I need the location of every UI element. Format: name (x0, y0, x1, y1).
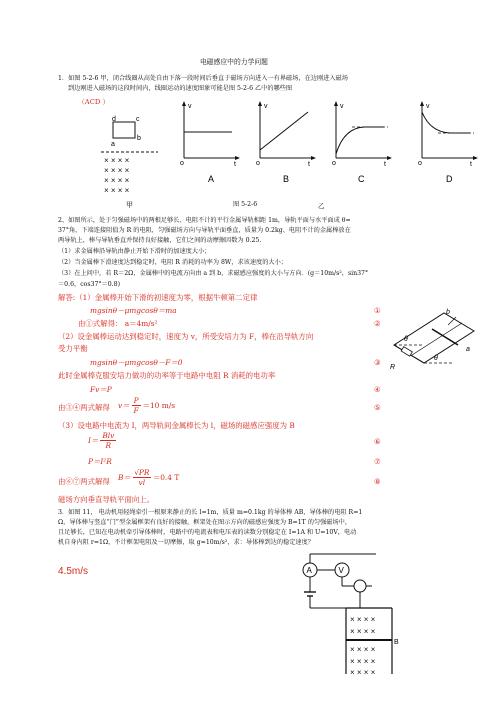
q2-line-4: （1）求金属棒沿导轨由静止开始下滑时的加速度大小； (58, 248, 211, 255)
svg-text:A: A (306, 566, 312, 575)
svg-text:v: v (340, 103, 344, 110)
svg-text:V: V (338, 566, 344, 575)
motor-circuit-figure (296, 548, 416, 676)
sol-num-7: ⑦ (374, 457, 381, 466)
magnetic-field-crosses-q3 (350, 615, 376, 676)
q2-line-6: （3）在上问中，若 R＝2Ω，金属棒中的电流方向由 a 到 b，求磁感应强度的大小与方向．(g＝10m/s²，sin37° (58, 270, 369, 277)
sol-num-8: ⑧ (374, 477, 381, 486)
svg-text:× × × ×: × × × × (350, 615, 376, 624)
sol-line-7: 此时金属棒克服安培力做功的功率等于电路中电阻 R 消耗的电功率 (58, 371, 276, 380)
graph-d (418, 101, 478, 184)
q1-line-2: 到边刚进入磁场的这段时间内，线圈运动的速度图象可能是图 5-2-6 乙中的哪些图 (68, 85, 293, 92)
graph-a-label: A (208, 174, 215, 184)
svg-text:× × × ×: × × × × (350, 657, 376, 666)
graph-a (180, 101, 240, 184)
graph-c-label: C (358, 174, 365, 184)
sol-num-2: ② (374, 319, 381, 328)
graph-c-curve (336, 127, 384, 154)
q3-line-4: 机自身内阻 r=1Ω，不计框架电阻及一切摩擦，取 g=10m/s²，求：导体棒到达的稳定速度？ (58, 539, 314, 546)
coil-label-c: c (136, 116, 140, 123)
formula-5: v＝ P F ＝10 m/s (118, 396, 176, 415)
sol-line-5: 受力平衡 (58, 344, 88, 353)
coil-label-a: a (111, 141, 115, 148)
svg-text:× × × ×: × × × × (350, 627, 376, 636)
sol-line-2: mgsinθ－μmgcosθ＝ma (90, 306, 177, 315)
formula-8: B＝ √PR vl ＝0.4 T (118, 468, 180, 487)
svg-text:t: t (234, 161, 236, 168)
svg-text:v: v (188, 103, 192, 110)
sol-num-5: ⑤ (374, 403, 381, 412)
fig-yi-label: 乙 (318, 203, 325, 210)
q1-answer: （ACD ） (78, 98, 110, 106)
coil-figure (96, 108, 166, 208)
q3-line-1: 3．如图 11， 电动机用轻绳牵引一根原来静止的长 l=1m，质量 m=0.1kg 的导体棒 AB，导体棒的电阻 R=1 (58, 509, 363, 516)
svg-text:t: t (470, 161, 472, 168)
svg-text:B: B (394, 639, 399, 646)
svg-text:b: b (446, 309, 450, 316)
coil-label-d: d (112, 116, 116, 123)
svg-text:o: o (418, 160, 422, 167)
sol-line-11: P＝I²R (88, 457, 112, 466)
graph-b-label: B (283, 174, 290, 184)
svg-text:a: a (466, 346, 470, 353)
svg-text:× × × ×: × × × × (350, 668, 376, 676)
svg-text:× × × ×: × × × × (104, 186, 130, 195)
svg-text:× × × ×: × × × × (350, 645, 376, 654)
svg-text:× × × ×: × × × × (104, 166, 130, 175)
svg-text:θ: θ (404, 336, 408, 343)
sol-line-9: 由③④两式解得 (58, 403, 110, 412)
q2-line-1: 2、如图所示，处于匀强磁场中的两根足够长、电阻不计的平行金属导轨相距 1m，导轨平面与水平面成 θ= (58, 217, 351, 224)
svg-text:t: t (308, 161, 310, 168)
coil-label-b: b (137, 135, 141, 142)
q1-line-1: 1．如图 5-2-6 甲，闭合线圈从高处自由下落一段时间后垂直于磁场方向进入一有界磁场，在边刚进入磁场 (58, 75, 348, 82)
q2-line-7: ＝0.6，cos37°＝0.8) (58, 281, 120, 288)
resistor (401, 347, 412, 356)
svg-text:o: o (256, 160, 260, 167)
q2-line-5: （2）当金属棒下滑速度达到稳定时，电阻 R 消耗的功率为 8W，求该速度的大小； (58, 259, 287, 266)
sol-line-1: 解答:（1）金属棒开始下滑的初速度为零，根据牛顿第二定律 (58, 293, 258, 302)
svg-text:R: R (390, 364, 396, 371)
sol-line-4: （2）设金属棒运动达到稳定时，速度为 v，所受安培力为 F，棒在沿导轨方向 (58, 332, 314, 341)
svg-text:θ: θ (434, 355, 438, 362)
svg-text:v: v (264, 103, 268, 110)
svg-text:× × × ×: × × × × (104, 176, 130, 185)
sol-num-1: ① (374, 306, 381, 315)
svg-text:t: t (384, 161, 386, 168)
graph-b-curve (260, 112, 308, 150)
sol-num-4: ④ (374, 385, 381, 394)
sol-line-13: 磁场方向垂直导轨平面向上。 (58, 495, 155, 504)
sol-line-12: 由⑥⑦两式解得 (58, 477, 110, 486)
graph-d-curve (422, 112, 470, 133)
sol-num-6: ⑥ (374, 437, 381, 446)
sol-line-3: 由①式解得： a＝4m/s² (78, 319, 158, 328)
sol-line-8: Fv＝P (90, 385, 112, 394)
graph-d-label: D (446, 174, 453, 184)
q3-answer: 4.5m/s (58, 566, 89, 577)
magnetic-field-crosses (104, 156, 130, 195)
sol-line-6: mgsinθ－μmgcosθ－F＝0 (90, 358, 183, 367)
svg-text:v: v (426, 103, 430, 110)
figure-caption: 图 5-2-6 (233, 201, 258, 208)
motor-icon (354, 580, 366, 592)
svg-text:o: o (180, 160, 184, 167)
q2-line-2: 37°角，下端连接阻值为 R 的电阻，匀强磁场方向与导轨平面垂直，质量为 0.2kg、电阻不计的金属棒放在 (58, 227, 351, 234)
graph-b (256, 101, 316, 184)
sol-line-10: （3）设电路中电流为 I，两导轨间金属棒长为 l，磁场的磁感应强度为 B (58, 421, 295, 430)
q3-line-3: 且足够长，已知在电动机牵引导体棒时，电路中的电流表和电压表的读数分别稳定在 I=1A 和 U=10V，电动 (58, 529, 357, 536)
velocity-graphs (168, 98, 488, 218)
graph-c (332, 101, 392, 184)
metal-bar (432, 329, 458, 345)
svg-text:o: o (332, 160, 336, 167)
rail-line (412, 323, 462, 355)
svg-text:× × × ×: × × × × (104, 156, 130, 165)
sol-num-3: ③ (374, 358, 381, 367)
formula-6: I＝ Blv R (88, 431, 118, 450)
coil-square (113, 122, 135, 138)
incline-figure (388, 305, 480, 375)
fig-jia-label: 甲 (126, 202, 133, 208)
q3-line-2: Ω，导体棒与竖直“门”型金属框架有良好的接触，框架处在图示方向的磁感应强度为 B=1T 的匀强磁场中， (58, 519, 352, 526)
page-title: 电磁感应中的力学问题 (200, 58, 268, 66)
q2-line-3: 两导轨上，棒与导轨垂直并保持良好接触，它们之间的动摩擦因数为 0.25. (58, 237, 262, 244)
